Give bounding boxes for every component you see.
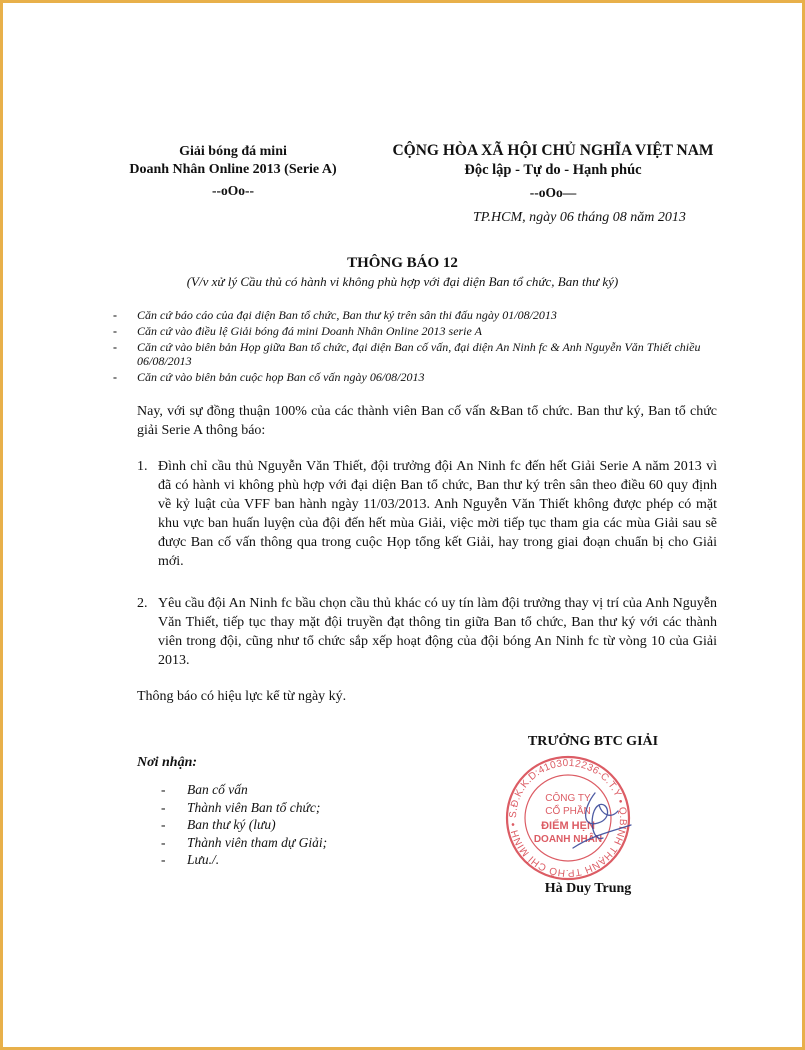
effective-notice: Thông báo có hiệu lực kể từ ngày ký. bbox=[137, 689, 347, 704]
document-date: TP.HCM, ngày 06 tháng 08 năm 2013 bbox=[473, 210, 686, 225]
signatory-title: TRƯỞNG BTC GIẢI bbox=[527, 734, 659, 749]
signatory-name: Hà Duy Trung bbox=[544, 881, 632, 896]
decision-text: Đình chỉ cầu thủ Nguyễn Văn Thiết, đội trưởng đội An Ninh fc đến hết Giải Serie A năm 2013 vì đã có hành vi không phù hợp với đại diện Ban tổ chức, Ban thư ký trên sân theo điều 60 quy định về kỷ luật của VFF ban hành ngày 11/03/2013. Anh Nguyễn Văn Thiết không được phép có mặt khu vực ban huấn luyện của đội đến hết mùa Giải, việc mời tiếp tục tham gia các mùa Giải sau sẽ được Ban cố vấn thông qua trong cuộc Họp tổng kết Giải, hay trong giai đoạn chuẩn bị cho Giải mới. bbox=[158, 459, 717, 569]
legal-basis-item: - Căn cứ báo cáo của đại diện Ban tổ chức, Ban thư ký trên sân thi đấu ngày 01/08/2013 bbox=[113, 308, 557, 322]
decision-number: 1. bbox=[137, 459, 148, 474]
organizer-header bbox=[103, 143, 363, 200]
organizer-line-2: Doanh Nhân Online 2013 (Serie A) bbox=[129, 162, 337, 177]
recipient-item: - Thành viên Ban tổ chức; bbox=[161, 799, 321, 815]
recipients-list bbox=[161, 781, 327, 869]
stamp-center-line: ĐIỂM HẸN bbox=[541, 820, 595, 832]
organizer-separator: --oOo-- bbox=[212, 183, 254, 198]
recipient-item: - Lưu./. bbox=[161, 852, 220, 867]
stamp-center-line: CỔ PHẦN bbox=[545, 806, 591, 817]
legal-basis-item: - Căn cứ vào biên bản cuộc họp Ban cố vấn ngày 06/08/2013 bbox=[113, 370, 425, 384]
document-title: THÔNG BÁO 12 bbox=[347, 255, 458, 271]
stamp-center-line: CÔNG TY bbox=[545, 793, 591, 804]
recipient-item: - Ban thư ký (lưu) bbox=[161, 817, 276, 832]
recipients-label: Nơi nhận: bbox=[137, 755, 198, 770]
legal-basis-item: - Căn cứ vào biên bản Họp giữa Ban tổ chức, đại diện Ban cố vấn, đại diện An Ninh fc & Anh Nguyễn Văn Thiết chiều 06/08/2013 bbox=[113, 340, 701, 368]
national-separator: --oOo— bbox=[529, 185, 577, 200]
decision-item-2 bbox=[137, 594, 717, 670]
national-header bbox=[383, 141, 723, 201]
national-title: CỘNG HÒA XÃ HỘI CHỦ NGHĨA VIỆT NAM bbox=[392, 142, 714, 159]
organizer-line-1: Giải bóng đá mini bbox=[179, 144, 287, 159]
intro-paragraph: Nay, với sự đồng thuận 100% của các thành viên Ban cố vấn &Ban tổ chức. Ban thư ký, Ban tổ chức giải Serie A thông báo: bbox=[137, 404, 717, 438]
decision-text: Yêu cầu đội An Ninh fc bầu chọn cầu thủ khác có uy tín làm đội trưởng thay vị trí của Anh Nguyễn Văn Thiết, tiếp tục thay mặt đội truyền đạt thông tin giữa Ban tổ chức, Ban thư ký với các thành viên trong đội, cũng như tổ chức sắp xếp hoạt động của đội bóng An Ninh fc từ vòng 10 của Giải 2013. bbox=[158, 596, 717, 668]
document-subtitle: (V/v xử lý Cầu thủ có hành vi không phù hợp với đại diện Ban tổ chức, Ban thư ký) bbox=[186, 274, 619, 289]
legal-basis-list bbox=[113, 308, 723, 386]
company-seal-stamp bbox=[503, 753, 633, 883]
legal-basis-item: - Căn cứ vào điều lệ Giải bóng đá mini Doanh Nhân Online 2013 serie A bbox=[113, 324, 482, 338]
decision-number: 2. bbox=[137, 596, 148, 611]
stamp-ring-text: S.Đ.K.K.D:4103012236-C.T.Y • Q.BÌNH THẠNH TP.HỒ CHÍ MINH • bbox=[507, 757, 629, 879]
national-motto: Độc lập - Tự do - Hạnh phúc bbox=[464, 162, 642, 178]
recipient-item: - Ban cố vấn bbox=[161, 782, 248, 797]
recipient-item: - Thành viên tham dự Giải; bbox=[161, 834, 328, 850]
decision-item-1 bbox=[137, 457, 717, 571]
stamp-center-line: DOANH NHÂN bbox=[533, 834, 603, 845]
